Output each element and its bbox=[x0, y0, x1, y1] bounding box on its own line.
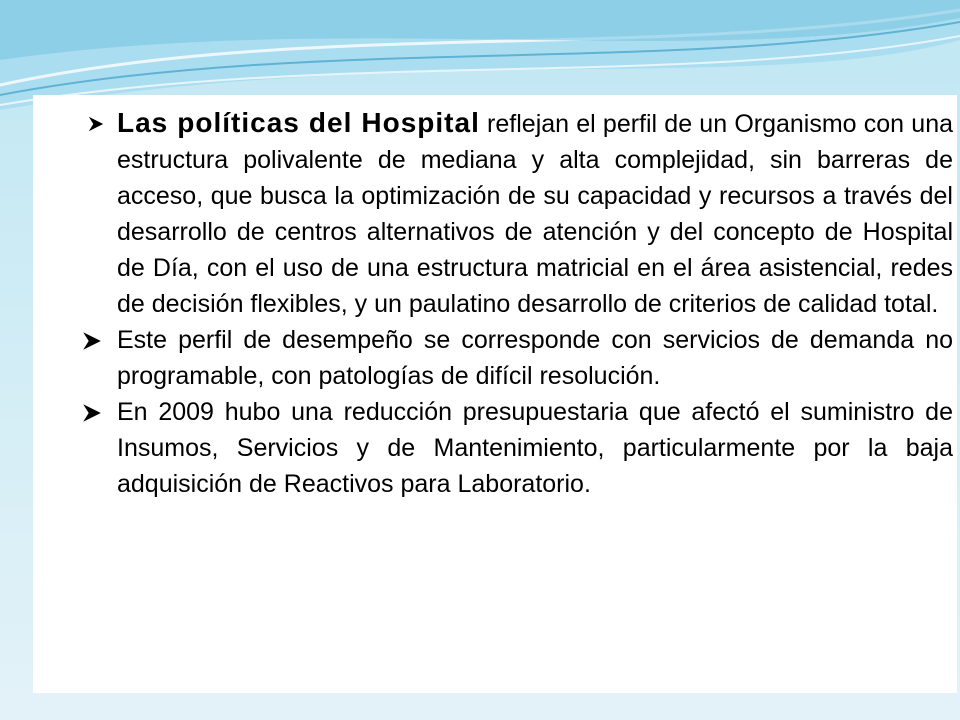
bullet-text: Este perfil de desempeño se corresponde con servicios de demanda no programable, con patologías de difícil resolución. bbox=[117, 326, 953, 390]
content-panel bbox=[33, 95, 957, 693]
bullet-lead-text: Las políticas del Hospital bbox=[117, 107, 480, 138]
bullet-item-1 bbox=[81, 105, 953, 322]
arrowhead-bullet-icon bbox=[81, 330, 103, 352]
arrowhead-bullet-icon bbox=[87, 115, 105, 133]
arrowhead-bullet-icon bbox=[81, 402, 103, 424]
bullet-list bbox=[81, 105, 953, 502]
bullet-item-2 bbox=[81, 322, 953, 394]
bullet-item-3 bbox=[81, 394, 953, 502]
bullet-text: reflejan el perfil de un Organismo con una estructura polivalente de mediana y alta complejidad, sin barreras de acceso, que busca la optimización de su capacidad y recursos a través del desarrollo de centros alternativos de atención y del concepto de Hospital de Día, con el uso de una estructura matricial en el área asistencial, redes de decisión flexibles, y un paulatino desarrollo de criterios de calidad total. bbox=[117, 110, 953, 318]
bullet-text: En 2009 hubo una reducción presupuestaria que afectó el suministro de Insumos, Servicios y de Mantenimiento, particularmente por la baja adquisición de Reactivos para Laboratorio. bbox=[117, 398, 953, 498]
